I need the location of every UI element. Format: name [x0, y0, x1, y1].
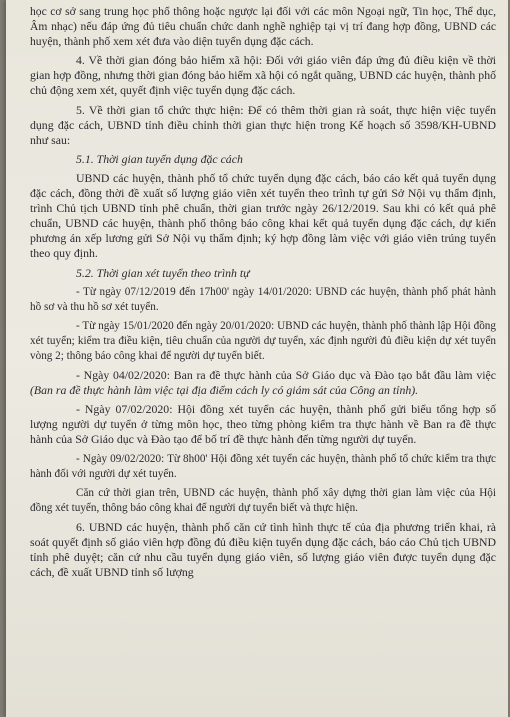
schedule-item-1: - Từ ngày 07/12/2019 đến 17h00' ngày 14/01/2020: UBND các huyện, thành phố phát hành hồ sơ và thu hồ sơ xét tuyển.	[30, 285, 496, 313]
schedule-item-3: - Ngày 04/02/2020: Ban ra đề thực hành của Sở Giáo dục và Đào tạo bắt đầu làm việc (Ban ra đề thực hành làm việc tại địa điểm cách ly có giám sát của Công an tỉnh).	[30, 368, 496, 398]
heading-5-2: 5.2. Thời gian xét tuyển theo trình tự	[76, 265, 250, 280]
schedule-item-4: - Ngày 07/02/2020: Hội đồng xét tuyển các huyện, thành phố gửi biểu tổng hợp số lượng người dự tuyển ở từng môn học, theo từng phòng kiểm tra thực hành về Ban ra đề thực hành của Sở Giáo dục và Đào tạo để bố trí đề thực hành đến từng người dự tuyển.	[30, 402, 496, 447]
paragraph-5-1-body: UBND các huyện, thành phố tổ chức tuyển dụng đặc cách, báo cáo kết quả tuyển dụng đặc cách, đồng thời đề xuất số lượng giáo viên xét tuyển theo trình tự gửi Sở Nội vụ thẩm định, trình Chủ tịch UBND tỉnh phê chuẩn, thời gian trước ngày 26/12/2019. Sau khi có kết quả phê chuẩn, UBND các huyện, thành phố thông báo công khai kết quả tuyển dụng đặc cách, dự kiến phương án xếp lương gửi Sở Nội vụ thẩm định; ký hợp đồng làm việc với giáo viên trúng tuyển theo quy định.	[30, 170, 496, 261]
schedule-item-5: - Ngày 09/02/2020: Từ 8h00' Hội đồng xét tuyển các huyện, thành phố tổ chức kiểm tra thực hành đối với người dự xét tuyển.	[30, 452, 496, 480]
paragraph-continuation: học cơ sở sang trung học phổ thông hoặc ngược lại đối với các môn Ngoại ngữ, Tin học, Thể dục, Âm nhạc) nếu đáp ứng đủ tiêu chuẩn chức danh nghề nghiệp tại vị trí đang hợp đồng, UBND các huyện, thành phố xem xét đưa vào diện tuyển dụng đặc cách.	[30, 5, 496, 49]
paragraph-item-4: 4. Về thời gian đóng bảo hiểm xã hội: Đối với giáo viên đáp ứng đủ điều kiện về thời gian hợp đồng, nhưng thời gian đóng bảo hiểm xã hội có ngắt quãng, UBND các huyện, thành phố chủ động xem xét, quyết định việc tuyển dụng đặc cách.	[30, 53, 496, 98]
heading-5-1: 5.1. Thời gian tuyển dụng đặc cách	[76, 151, 243, 166]
document-body	[30, 4, 496, 584]
schedule-item-3-note: (Ban ra đề thực hành làm việc tại địa điểm cách ly có giám sát của Công an tỉnh).	[30, 383, 419, 398]
paragraph-item-5: 5. Về thời gian tổ chức thực hiện: Để có thêm thời gian rà soát, thực hiện việc tuyển dụng đặc cách, UBND tỉnh điều chỉnh thời gian thực hiện trong Kế hoạch số 3598/KH-UBND như sau:	[30, 102, 496, 147]
paragraph-item-6: 6. UBND các huyện, thành phố căn cứ tình hình thực tế của địa phương triển khai, rà soát quyết định số giáo viên hợp đồng đủ điều kiện tuyển dụng đặc cách, báo cáo Chủ tịch UBND tỉnh phê duyệt; căn cứ nhu cầu tuyển dụng giáo viên, số lượng giáo viên được tuyển dụng đặc cách, đề xuất UBND tỉnh số lượng	[30, 519, 496, 580]
schedule-item-2: - Từ ngày 15/01/2020 đến ngày 20/01/2020: UBND các huyện, thành phố thành lập Hội đồng xét tuyển; kiểm tra điều kiện, tiêu chuẩn của người dự tuyển, xác định người đủ điều kiện dự xét tuyển vòng 2; thông báo công khai để người dự tuyển biết.	[30, 319, 496, 362]
paragraph-basis: Căn cứ thời gian trên, UBND các huyện, thành phố xây dựng thời gian làm việc của Hội đồng xét tuyển, thông báo công khai để người dự tuyển biết và thực hiện.	[30, 486, 496, 514]
document-page	[6, 0, 508, 717]
